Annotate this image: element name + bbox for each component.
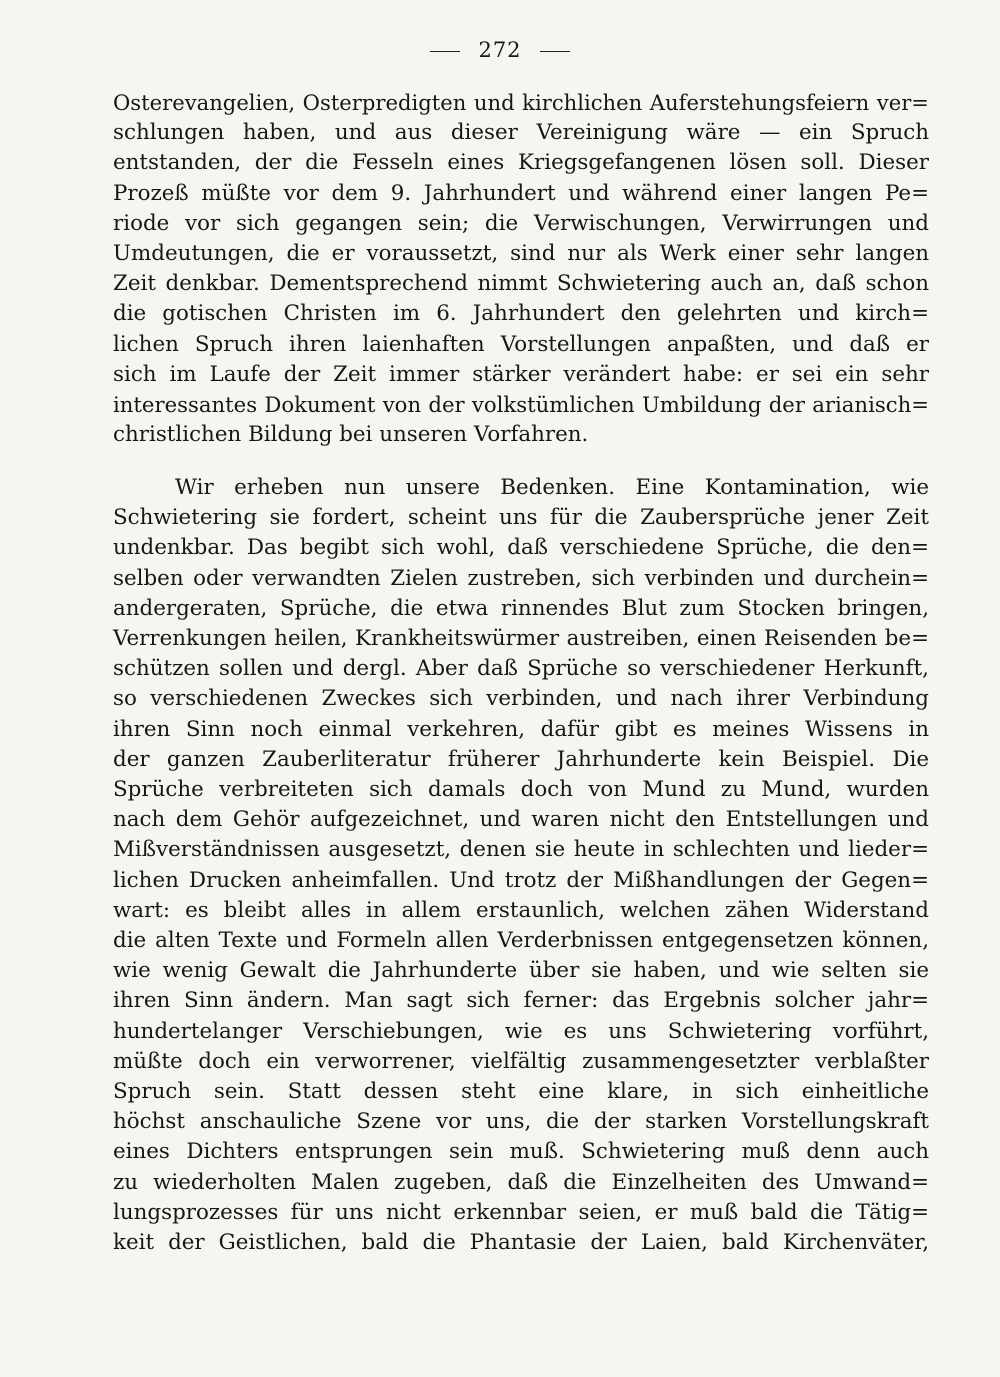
text-line: müßte doch ein verworrener, vielfältig zusammengesetzter verblaßter	[113, 1048, 929, 1074]
text-line: hundertelanger Verschiebungen, wie es uns Schwietering vorführt,	[113, 1018, 929, 1044]
page-header	[0, 38, 1000, 62]
text-line: Spruch sein. Statt dessen steht eine klare, in sich einheitliche	[113, 1079, 929, 1105]
header-dash-right	[540, 51, 570, 53]
text-line: wie wenig Gewalt die Jahrhunderte über sie haben, und wie selten sie	[113, 958, 929, 984]
text-line: christlichen Bildung bei unseren Vorfahren.	[113, 422, 589, 448]
text-line: Sprüche verbreiteten sich damals doch von Mund zu Mund, wurden	[113, 777, 929, 803]
header-dash-left	[430, 51, 460, 53]
text-line: schützen sollen und dergl. Aber daß Sprüche so verschiedener Herkunft,	[113, 656, 929, 682]
text-line: Verrenkungen heilen, Krankheitswürmer austreiben, einen Reisenden be=	[113, 626, 929, 652]
text-line: Wir erheben nun unsere Bedenken. Eine Kontamination, wie	[175, 475, 929, 500]
text-line: Zeit denkbar. Dementsprechend nimmt Schwietering auch an, daß schon	[113, 271, 929, 297]
text-line: eines Dichters entsprungen sein muß. Schwietering muß denn auch	[113, 1139, 929, 1165]
text-line: der ganzen Zauberliteratur früherer Jahrhunderte kein Beispiel. Die	[113, 746, 929, 772]
text-line: riode vor sich gegangen sein; die Verwischungen, Verwirrungen und	[113, 210, 929, 236]
text-line: zu wiederholten Malen zugeben, daß die Einzelheiten des Umwand=	[113, 1169, 929, 1195]
text-line: selben oder verwandten Zielen zustreben, sich verbinden und durchein=	[113, 565, 929, 591]
text-line: lichen Drucken anheimfallen. Und trotz der Mißhandlungen der Gegen=	[113, 867, 929, 893]
text-line: so verschiedenen Zweckes sich verbinden, und nach ihrer Verbindung	[113, 686, 929, 712]
text-line: die alten Texte und Formeln allen Verderbnissen entgegensetzen können,	[113, 928, 929, 954]
text-line: undenkbar. Das begibt sich wohl, daß verschiedene Sprüche, die den=	[113, 535, 929, 561]
text-line: lichen Spruch ihren laienhaften Vorstellungen anpaßten, und daß er	[113, 331, 929, 357]
text-line: Mißverständnissen ausgesetzt, denen sie heute in schlechten und lieder=	[113, 837, 929, 863]
text-line: interessantes Dokument von der volkstümlichen Umbildung der arianisch=	[113, 392, 929, 418]
text-line: ihren Sinn ändern. Man sagt sich ferner: das Ergebnis solcher jahr=	[113, 988, 929, 1014]
paragraph-1	[113, 88, 929, 450]
text-line: Schwietering sie fordert, scheint uns für die Zaubersprüche jener Zeit	[113, 505, 929, 531]
paragraph-2	[113, 473, 929, 1258]
text-line: andergeraten, Sprüche, die etwa rinnendes Blut zum Stocken bringen,	[113, 595, 929, 621]
text-line: Umdeutungen, die er voraussetzt, sind nur als Werk einer sehr langen	[113, 241, 929, 267]
text-line: höchst anschauliche Szene vor uns, die der starken Vorstellungskraft	[113, 1109, 929, 1135]
text-line: entstanden, der die Fesseln eines Kriegsgefangenen lösen soll. Dieser	[113, 150, 929, 176]
text-line: wart: es bleibt alles in allem erstaunlich, welchen zähen Widerstand	[113, 897, 929, 923]
text-line: Prozeß müßte vor dem 9. Jahrhundert und während einer langen Pe=	[113, 180, 929, 206]
text-line: die gotischen Christen im 6. Jahrhundert den gelehrten und kirch=	[113, 301, 929, 327]
text-line: ihren Sinn noch einmal verkehren, dafür gibt es meines Wissens in	[113, 716, 929, 742]
text-line: schlungen haben, und aus dieser Vereinigung wäre — ein Spruch	[113, 120, 929, 146]
text-line: lungsprozesses für uns nicht erkennbar seien, er muß bald die Tätig=	[113, 1199, 929, 1225]
text-line: nach dem Gehör aufgezeichnet, und waren nicht den Entstellungen und	[113, 807, 929, 833]
text-line: Osterevangelien, Osterpredigten und kirchlichen Auferstehungsfeiern ver=	[113, 90, 929, 115]
page-number: 272	[478, 38, 522, 62]
text-line: keit der Geistlichen, bald die Phantasie der Laien, bald Kirchenväter,	[113, 1230, 929, 1256]
text-line: sich im Laufe der Zeit immer stärker verändert habe: er sei ein sehr	[113, 361, 929, 387]
